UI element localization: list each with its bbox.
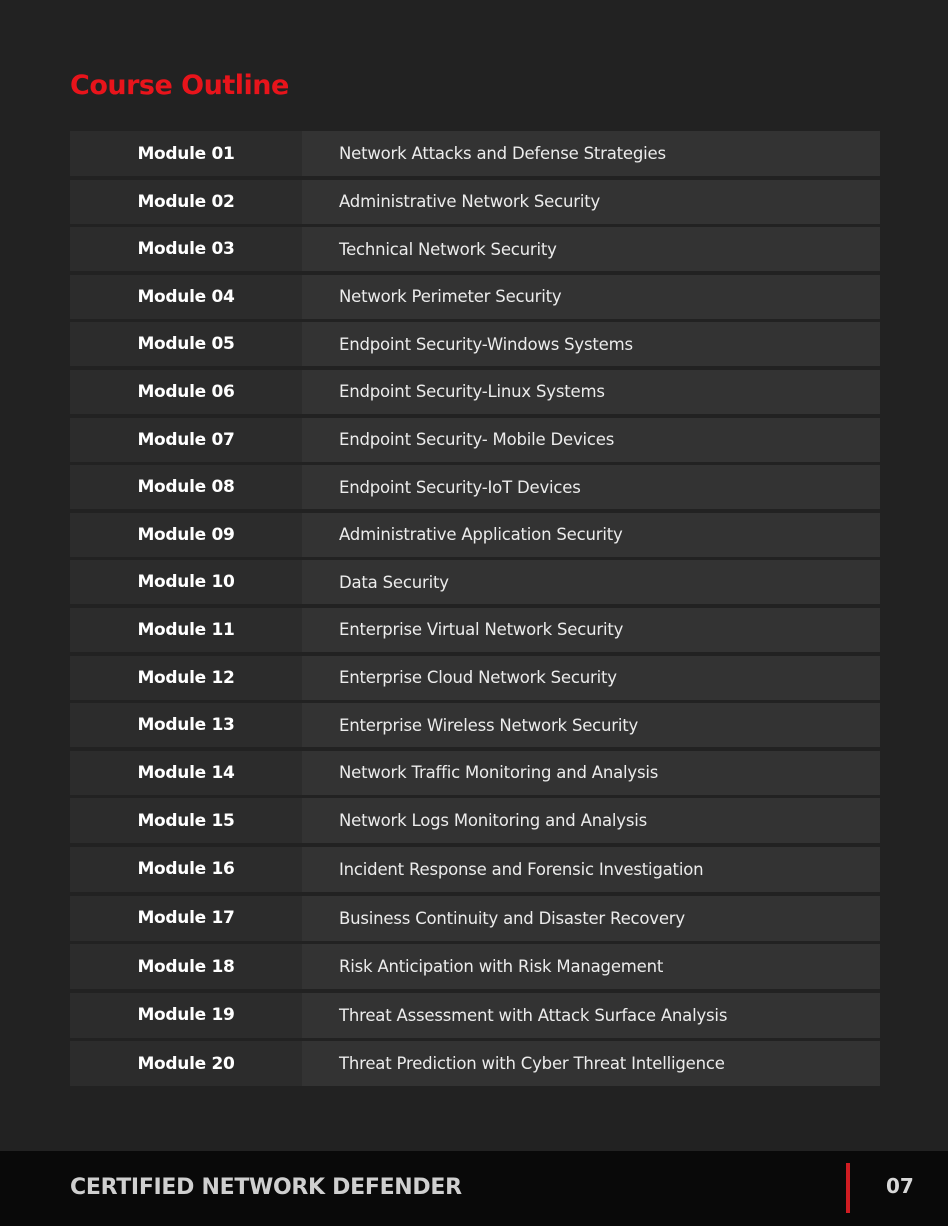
module-number: Module 08 (70, 465, 302, 509)
module-number: Module 11 (70, 608, 302, 652)
table-row (70, 993, 880, 1038)
module-number: Module 19 (70, 993, 302, 1038)
module-number: Module 17 (70, 896, 302, 941)
module-number: Module 10 (70, 560, 302, 604)
table-row (70, 180, 880, 224)
table-row (70, 131, 880, 176)
page-title: Course Outline (70, 70, 289, 101)
table-row (70, 703, 880, 747)
module-title: Administrative Application Security (302, 513, 880, 557)
module-title: Endpoint Security-Windows Systems (302, 322, 880, 366)
module-number: Module 09 (70, 513, 302, 557)
table-row (70, 227, 880, 271)
module-number: Module 02 (70, 180, 302, 224)
module-title: Administrative Network Security (302, 180, 880, 224)
module-number: Module 20 (70, 1041, 302, 1086)
module-title: Enterprise Cloud Network Security (302, 656, 880, 700)
module-number: Module 18 (70, 944, 302, 989)
table-row (70, 751, 880, 795)
module-title: Network Logs Monitoring and Analysis (302, 798, 880, 843)
module-number: Module 06 (70, 370, 302, 414)
module-number: Module 03 (70, 227, 302, 271)
table-row (70, 608, 880, 652)
table-row (70, 513, 880, 557)
module-number: Module 01 (70, 131, 302, 176)
module-title: Network Attacks and Defense Strategies (302, 131, 880, 176)
module-number: Module 13 (70, 703, 302, 747)
module-title: Data Security (302, 560, 880, 604)
module-number: Module 12 (70, 656, 302, 700)
module-title: Endpoint Security-IoT Devices (302, 465, 880, 509)
module-number: Module 04 (70, 275, 302, 319)
module-title: Risk Anticipation with Risk Management (302, 944, 880, 989)
footer-divider (846, 1163, 850, 1213)
module-number: Module 07 (70, 418, 302, 462)
module-title: Business Continuity and Disaster Recovery (302, 896, 880, 941)
footer (0, 1151, 948, 1226)
table-row (70, 560, 880, 604)
table-row (70, 656, 880, 700)
module-title: Network Traffic Monitoring and Analysis (302, 751, 880, 795)
module-title: Enterprise Wireless Network Security (302, 703, 880, 747)
module-title: Threat Assessment with Attack Surface Analysis (302, 993, 880, 1038)
module-number: Module 05 (70, 322, 302, 366)
module-number: Module 16 (70, 847, 302, 892)
table-row (70, 370, 880, 414)
table-row (70, 275, 880, 319)
table-row (70, 1041, 880, 1086)
module-title: Network Perimeter Security (302, 275, 880, 319)
module-number: Module 14 (70, 751, 302, 795)
table-row (70, 465, 880, 509)
footer-brand: CERTIFIED NETWORK DEFENDER (70, 1175, 462, 1200)
table-row (70, 944, 880, 989)
module-title: Threat Prediction with Cyber Threat Intelligence (302, 1041, 880, 1086)
module-number: Module 15 (70, 798, 302, 843)
table-row (70, 322, 880, 366)
table-row (70, 798, 880, 843)
table-row (70, 896, 880, 941)
module-title: Endpoint Security- Mobile Devices (302, 418, 880, 462)
module-title: Incident Response and Forensic Investigation (302, 847, 880, 892)
module-title: Enterprise Virtual Network Security (302, 608, 880, 652)
module-title: Endpoint Security-Linux Systems (302, 370, 880, 414)
course-outline-table (70, 131, 880, 1090)
page-number: 07 (886, 1174, 914, 1198)
table-row (70, 418, 880, 462)
table-row (70, 847, 880, 892)
module-title: Technical Network Security (302, 227, 880, 271)
